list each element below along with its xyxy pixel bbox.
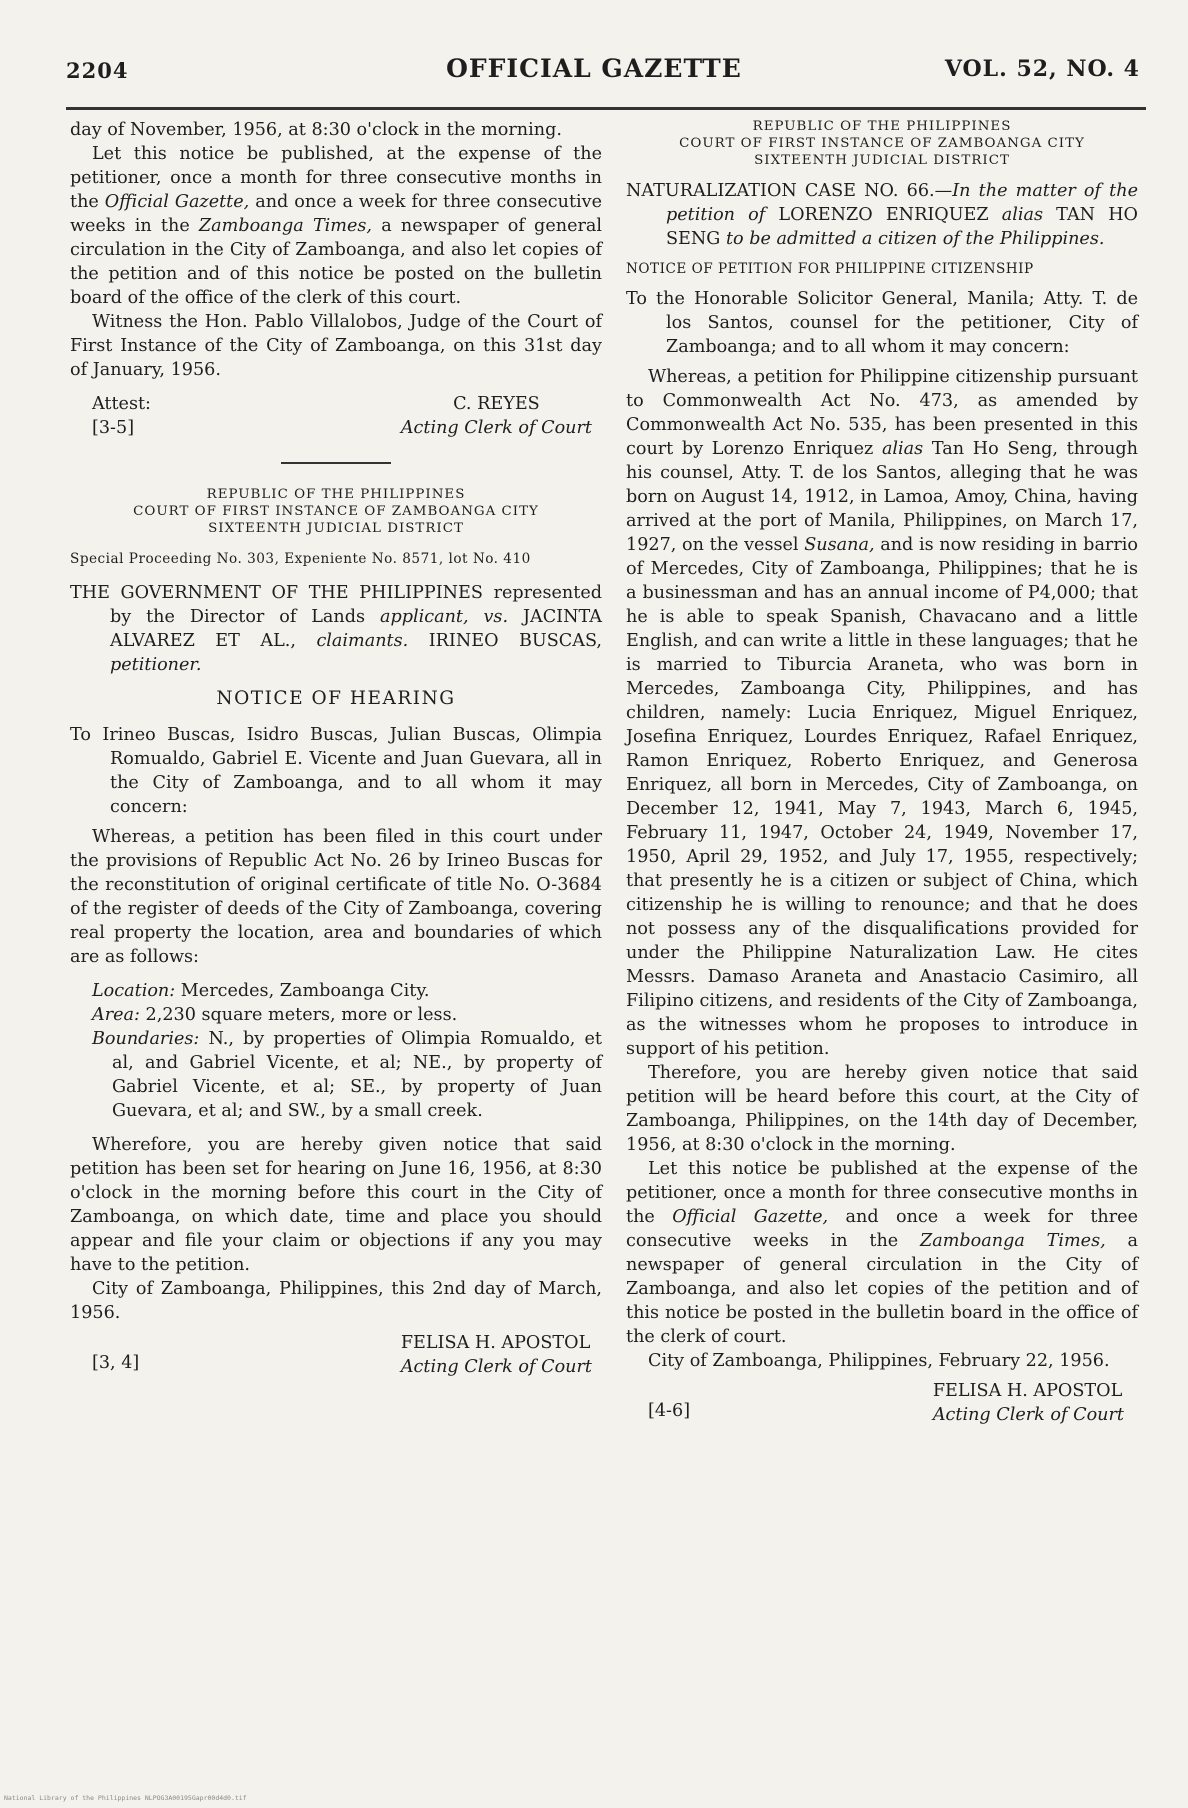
area-line: Area: 2,230 square meters, more or less. (92, 1005, 458, 1025)
signature-reference: [4-6] (648, 1401, 691, 1421)
section-divider (281, 462, 391, 464)
signatory-title: Acting Clerk of Court (932, 1405, 1124, 1425)
signatory-name: FELISA H. APOSTOL (932, 1381, 1123, 1401)
therefore-paragraph: Therefore, you are hereby given notice that said petition will be heard before this court, at the City of Zamboanga, Philippines, on the 14th day of December, 1956, at 8:30 o'clock in the morning. (626, 1063, 1138, 1155)
attest-label: Attest: (92, 394, 151, 414)
addressees-paragraph: To Irineo Buscas, Isidro Buscas, Julian Buscas, Olimpia Romualdo, Gabriel E. Vicente and Juan Guevara, all in the City of Zamboanga, and to all whom it may concern: (70, 725, 602, 817)
signature-block (626, 1379, 1138, 1427)
scan-footer-note: National Library of the Philippines NLPOG3A00195Gapr00d4d0.tif (4, 1794, 247, 1802)
city-date-line: City of Zamboanga, Philippines, February 22, 1956. (648, 1351, 1110, 1371)
court-header-line-2: COURT OF FIRST INSTANCE OF ZAMBOANGA CITY (133, 504, 539, 519)
attest-title: Acting Clerk of Court (400, 418, 592, 438)
whereas-paragraph: Whereas, a petition has been filed in this court under the provisions of Republic Act No. 26 by Irineo Buscas for the reconstitution of original certificate of title No. O-3684 of the register of deeds of the City of Zamboanga, covering real property the location, area and boundaries of which are as follows: (70, 827, 602, 967)
special-proceeding-line: Special Proceeding No. 303, Expeniente No. 8571, lot No. 410 (70, 551, 531, 567)
court-header-line-3: SIXTEENTH JUDICIAL DISTRICT (754, 153, 1010, 168)
publication-paragraph: Let this notice be published at the expense of the petitioner, once a month for three consecutive months in the Official Gazette, and once a week for three consecutive weeks in the Zamboanga Times, a newspaper of general circulation in the City of Zamboanga, and also let copies of the petition and of this notice be posted in the bulletin board in the office of the clerk of court. (626, 1159, 1138, 1347)
publication-title: OFFICIAL GAZETTE (446, 54, 742, 83)
left-column (70, 118, 602, 1379)
boundaries-line: Boundaries: N., by properties of Olimpia Romualdo, et al, and Gabriel Vicente, et al; NE., by property of Gabriel Vicente, et al; SE., by property of Juan Guevara, et al; and SW., by a small creek. (92, 1029, 602, 1121)
witness-paragraph: Witness the Hon. Pablo Villalobos, Judge of the Court of First Instance of the City of Zamboanga, on this 31st day of January, 1956. (70, 312, 602, 380)
case-caption: THE GOVERNMENT OF THE PHILIPPINES represented by the Director of Lands applicant, vs. JACINTA ALVAREZ ET AL., claimants. IRINEO BUSCAS, petitioner. (70, 583, 603, 675)
location-line: Location: Mercedes, Zamboanga City. (92, 981, 430, 1001)
whereas-paragraph: Whereas, a petition for Philippine citizenship pursuant to Commonwealth Act No. 473, as amended by Commonwealth Act No. 535, has been presented in this court by Lorenzo Enriquez alias Tan Ho Seng, through his counsel, Atty. T. de los Santos, alleging that he was born on August 14, 1912, in Lamoa, Amoy, China, having arrived at the port of Manila, Philippines, on March 17, 1927, on the vessel Susana, and is now residing in barrio of Mercedes, City of Zamboanga, Philippines; that he is a businessman and has an annual income of P4,000; that he is able to speak Spanish, Chavacano and a little English, and can write a little in these languages; that he is married to Tiburcia Araneta, who was born in Mercedes, Zamboanga City, Philippines, and has children, namely: Lucia Enriquez, Miguel Enriquez, Josefina Enriquez, Lourdes Enriquez, Rafael Enriquez, Ramon Enriquez, Roberto Enriquez, and Generosa Enriquez, all born in Mercedes, City of Zamboanga, on December 12, 1941, May 7, 1943, March 6, 1945, February 11, 1947, October 24, 1949, November 17, 1950, April 29, 1952, and July 17, 1955, respectively; that presently he is a citizen or subject of China, which citizenship he is willing to renounce; and that he does not possess any of the disqualifications provided for under the Philippine Naturalization Law. He cites Messrs. Damaso Araneta and Anastacio Casimiro, all Filipino citizens, and residents of the City of Zamboanga, as the witnesses whom he proposes to introduce in support of his petition. (626, 367, 1138, 1059)
case-caption: NATURALIZATION CASE NO. 66.—In the matter of the petition of LORENZO ENRIQUEZ alias TAN HO SENG to be admitted a citizen of the Philippines. (626, 181, 1138, 249)
attest-name: C. REYES (453, 394, 540, 414)
volume-number: VOL. 52, NO. 4 (944, 56, 1140, 82)
notice-of-petition-title: NOTICE OF PETITION FOR PHILIPPINE CITIZENSHIP (626, 261, 1034, 277)
court-header-line-1: REPUBLIC OF THE PHILIPPINES (752, 119, 1012, 134)
notice-of-hearing-title: NOTICE OF HEARING (216, 688, 456, 709)
signature-block (70, 1331, 602, 1379)
wherefore-paragraph: Wherefore, you are hereby given notice that said petition has been set for hearing on June 16, 1956, at 8:30 o'clock in the morning before this court in the City of Zamboanga, on which date, time and place you should appear and file your claim or objections if any you may have to the petition. (70, 1135, 602, 1275)
signature-reference: [3, 4] (92, 1353, 140, 1373)
continued-paragraph: day of November, 1956, at 8:30 o'clock in the morning. (70, 120, 562, 140)
page-number: 2204 (66, 58, 129, 83)
court-header-line-1: REPUBLIC OF THE PHILIPPINES (206, 487, 466, 502)
signatory-name: FELISA H. APOSTOL (400, 1333, 591, 1353)
header-rule (66, 107, 1146, 110)
city-date-line: City of Zamboanga, Philippines, this 2nd day of March, 1956. (70, 1279, 602, 1323)
publication-paragraph: Let this notice be published, at the expense of the petitioner, once a month for three consecutive months in the Official Gazette, and once a week for three consecutive weeks in the Zamboanga Times, a newspaper of general circulation in the City of Zamboanga, and also let copies of the petition and of this notice be posted on the bulletin board of the office of the clerk of this court. (70, 144, 603, 308)
court-header-line-2: COURT OF FIRST INSTANCE OF ZAMBOANGA CITY (679, 136, 1085, 151)
right-column (626, 118, 1138, 1427)
court-header-line-3: SIXTEENTH JUDICIAL DISTRICT (208, 521, 464, 536)
signatory-title: Acting Clerk of Court (400, 1357, 592, 1377)
attest-block (70, 392, 602, 440)
addressees-paragraph: To the Honorable Solicitor General, Manila; Atty. T. de los Santos, counsel for the petitioner, City of Zamboanga; and to all whom it may concern: (626, 289, 1138, 357)
attest-reference: [3-5] (92, 418, 135, 438)
